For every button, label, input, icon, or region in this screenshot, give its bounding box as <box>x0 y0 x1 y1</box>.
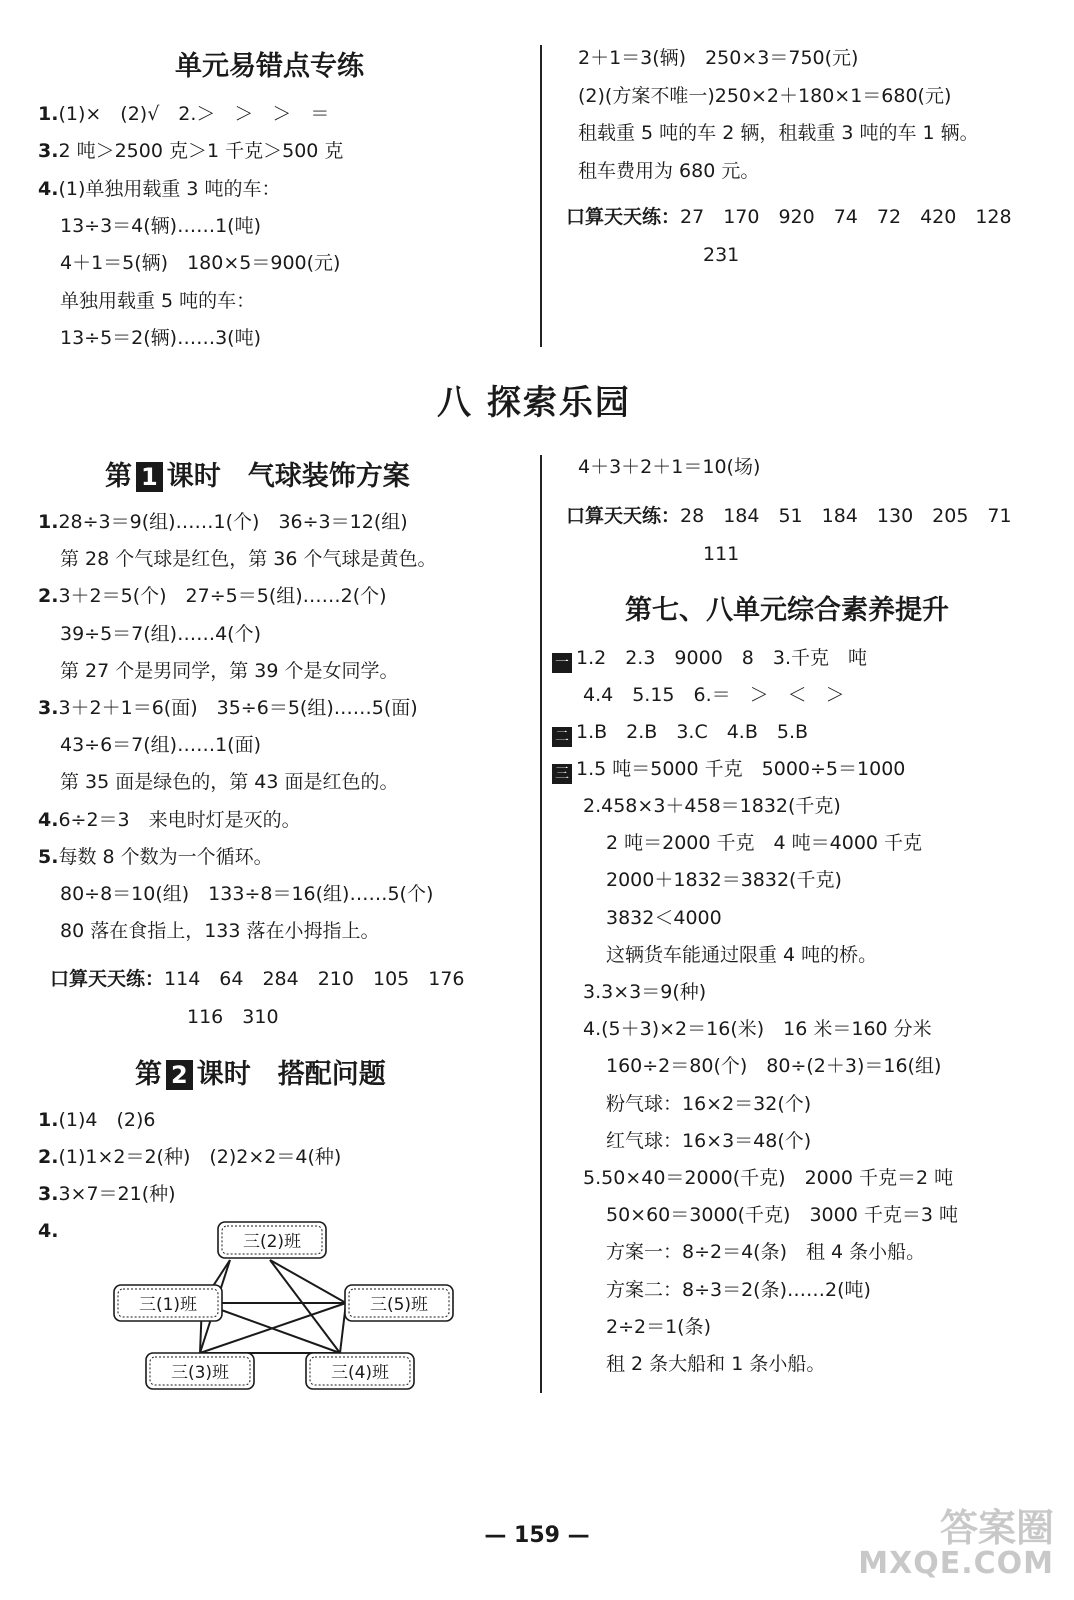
section-three-icon: 三 <box>552 764 572 784</box>
answer-line <box>38 1145 341 1169</box>
answer-text: 3＋2＋1＝6(面) 35÷6＝5(组)……5(面) <box>58 697 418 719</box>
review-sec2-line1 <box>552 720 808 747</box>
practice-label: 口算天天练： <box>566 505 681 527</box>
column-divider-top <box>540 45 542 347</box>
answer-number: 3. <box>38 697 59 719</box>
answer-line: 租车费用为 680 元。 <box>578 159 760 182</box>
answer-line <box>60 770 399 794</box>
answer-line <box>38 584 387 608</box>
answer-line <box>38 696 418 720</box>
pairing-diagram <box>110 1218 455 1396</box>
answer-text: 3×7＝21(种) <box>58 1183 176 1205</box>
answer-line <box>38 177 281 201</box>
answer-line: 5.50×40＝2000(千克) 2000 千克＝2 吨 <box>583 1167 954 1189</box>
answer-text: 4＋1＝5(辆) 180×5＝900(元) <box>60 252 341 275</box>
practice-label: 口算天天练： <box>50 968 165 990</box>
answer-number: 5. <box>38 845 59 868</box>
lesson1-title <box>105 460 410 494</box>
node-label: 三(3)班 <box>170 1363 230 1383</box>
practice-block-mid <box>566 504 1012 528</box>
answer-line: 3832＜4000 <box>606 906 722 929</box>
lesson2-number-badge: 2 <box>166 1060 193 1090</box>
watermark-logo <box>858 1508 1054 1580</box>
answer-line: 2000＋1832＝3832(千克) <box>606 869 842 892</box>
answer-line <box>60 289 255 313</box>
answer-text: 2 吨＞2500 克＞1 千克＞500 克 <box>58 140 344 163</box>
practice-values-cont: 111 <box>703 543 740 565</box>
answer-line: 2.458×3＋458＝1832(千克) <box>583 795 841 817</box>
column-divider-bottom <box>540 455 542 1393</box>
answer-line: 方案一：8÷2＝4(条) 租 4 条小船。 <box>606 1241 926 1264</box>
unit-title: 八 探索乐园 <box>437 383 631 423</box>
answer-number: 4. <box>38 808 59 831</box>
answer-line: 4.(5＋3)×2＝16(米) 16 米＝160 分米 <box>583 1018 932 1041</box>
answer-line: 2＋1＝3(辆) 250×3＝750(元) <box>578 47 859 69</box>
review-sec2-text: 1.B 2.B 3.C 4.B 5.B <box>576 721 809 743</box>
practice-label: 口算天天练： <box>566 206 681 228</box>
practice-values: 114 64 284 210 105 176 <box>164 968 465 990</box>
answer-line <box>60 882 433 906</box>
answer-text: (1)1×2＝2(种) (2)2×2＝4(种) <box>58 1146 342 1168</box>
lesson1-suffix: 课时 气球装饰方案 <box>166 461 410 492</box>
watermark-line1: 答案圈 <box>939 1506 1054 1550</box>
practice-block-top <box>566 205 1012 229</box>
page-number: — 159 — <box>484 1523 590 1548</box>
answer-line <box>60 214 261 238</box>
lesson1-prefix: 第 <box>105 461 132 492</box>
review-title: 第七、八单元综合素养提升 <box>625 595 949 626</box>
section-one-icon: 一 <box>552 653 572 673</box>
answer-text: (1)单独用载重 3 吨的车： <box>58 177 281 200</box>
answer-line <box>38 845 273 869</box>
matches-calculation: 4＋3＋2＋1＝10(场) <box>578 456 761 478</box>
answer-text: 单独用载重 5 吨的车： <box>60 289 256 312</box>
answer-line <box>60 733 261 757</box>
answer-line: (2)(方案不唯一)250×2＋180×1＝680(元) <box>578 84 952 107</box>
answer-text: 13÷3＝4(辆)……1(吨) <box>60 214 262 237</box>
answer-line <box>38 1108 155 1132</box>
answer-line <box>60 919 380 943</box>
answer-line <box>60 622 261 646</box>
answer-number: 2. <box>38 1146 59 1168</box>
node-label: 三(4)班 <box>330 1363 390 1383</box>
answer-text: 28÷3＝9(组)……1(个) 36÷3＝12(组) <box>58 511 408 533</box>
answer-line: 租 2 条大船和 1 条小船。 <box>606 1353 826 1375</box>
review-sec1-line2: 4.4 5.15 6.＝ ＞ ＜ ＞ <box>583 684 845 706</box>
answer-line: 租载重 5 吨的车 2 辆，租载重 3 吨的车 1 辆。 <box>578 122 979 144</box>
answer-text: 13÷5＝2(辆)……3(吨) <box>60 326 262 349</box>
answer-line <box>38 102 329 126</box>
lesson2-title <box>135 1058 386 1092</box>
answer-line <box>38 808 301 832</box>
answer-number: 1. <box>38 511 59 533</box>
node-label: 三(1)班 <box>138 1295 198 1315</box>
answer-number: 1. <box>38 1109 59 1131</box>
answer-line: 红气球：16×3＝48(个) <box>606 1129 812 1152</box>
answer-text: 6÷2＝3 来电时灯是灭的。 <box>58 808 301 831</box>
answer-line <box>60 251 340 275</box>
practice-block-lesson1 <box>50 967 465 991</box>
answer-line: 3.3×3＝9(种) <box>583 981 707 1003</box>
review-sec3-line1 <box>552 757 905 784</box>
node-class-3-2 <box>218 1222 326 1258</box>
answer-number: 1. <box>38 103 59 125</box>
answer-text: 3＋2＝5(个) 27÷5＝5(组)……2(个) <box>58 585 387 608</box>
practice-values: 28 184 51 184 130 205 71 <box>680 505 1012 527</box>
answer-line: 2÷2＝1(条) <box>606 1315 712 1338</box>
answer-number: 3. <box>38 1183 59 1205</box>
answer-line: 2 吨＝2000 千克 4 吨＝4000 千克 <box>606 832 923 855</box>
section-title-error-practice: 单元易错点专练 <box>175 51 364 82</box>
answer-line <box>60 326 261 350</box>
answer-text: 80 落在食指上，133 落在小拇指上。 <box>60 920 380 943</box>
answer-line <box>38 1182 176 1206</box>
answer-number: 2. <box>38 585 59 608</box>
answer-text: 80÷8＝10(组) 133÷8＝16(组)……5(个) <box>60 883 434 905</box>
answer-text: (1)× (2)√ 2.＞ ＞ ＞ ＝ <box>58 103 330 125</box>
answer-line <box>38 1219 58 1243</box>
answer-line: 方案二：8÷3＝2(条)……2(吨) <box>606 1278 871 1301</box>
node-class-3-1 <box>114 1285 222 1321</box>
review-sec1-text: 1.2 2.3 9000 8 3.千克 吨 <box>576 647 868 669</box>
node-class-3-4 <box>306 1353 414 1389</box>
answer-number: 3. <box>38 140 59 163</box>
answer-line: 粉气球：16×2＝32(个) <box>606 1092 812 1115</box>
section-two-icon: 二 <box>552 727 572 747</box>
practice-values-cont: 116 310 <box>187 1006 279 1028</box>
answer-text: 每数 8 个数为一个循环。 <box>58 845 273 868</box>
review-sec1-line1 <box>552 646 867 673</box>
review-sec3-text: 1.5 吨＝5000 千克 5000÷5＝1000 <box>576 758 906 780</box>
node-class-3-3 <box>146 1353 254 1389</box>
node-label: 三(2)班 <box>242 1232 302 1252</box>
lesson2-prefix: 第 <box>135 1059 162 1090</box>
answer-line: 这辆货车能通过限重 4 吨的桥。 <box>606 943 878 966</box>
practice-values-cont: 231 <box>703 244 740 266</box>
answer-text: 43÷6＝7(组)……1(面) <box>60 734 262 757</box>
node-label: 三(5)班 <box>369 1295 429 1315</box>
answer-line <box>60 547 437 571</box>
answer-text: 第 28 个气球是红色，第 36 个气球是黄色。 <box>60 548 437 571</box>
answer-number: 4. <box>38 177 59 200</box>
watermark-line2: MXQE.COM <box>858 1546 1054 1581</box>
answer-number: 4. <box>38 1220 59 1242</box>
answer-text: 第 35 面是绿色的，第 43 面是红色的。 <box>60 771 399 794</box>
answer-line: 160÷2＝80(个) 80÷(2＋3)＝16(组) <box>606 1055 942 1078</box>
answer-line <box>60 659 399 683</box>
answer-text: (1)4 (2)6 <box>58 1109 156 1131</box>
answer-line <box>38 139 343 163</box>
answer-line: 50×60＝3000(千克) 3000 千克＝3 吨 <box>606 1204 958 1227</box>
answer-text: 39÷5＝7(组)……4(个) <box>60 622 262 645</box>
answer-text: 第 27 个是男同学，第 39 个是女同学。 <box>60 659 399 682</box>
lesson2-suffix: 课时 搭配问题 <box>196 1059 386 1090</box>
practice-values: 27 170 920 74 72 420 128 <box>680 206 1012 228</box>
lesson1-number-badge: 1 <box>136 462 163 492</box>
node-class-3-5 <box>345 1285 453 1321</box>
answer-line <box>38 510 408 534</box>
